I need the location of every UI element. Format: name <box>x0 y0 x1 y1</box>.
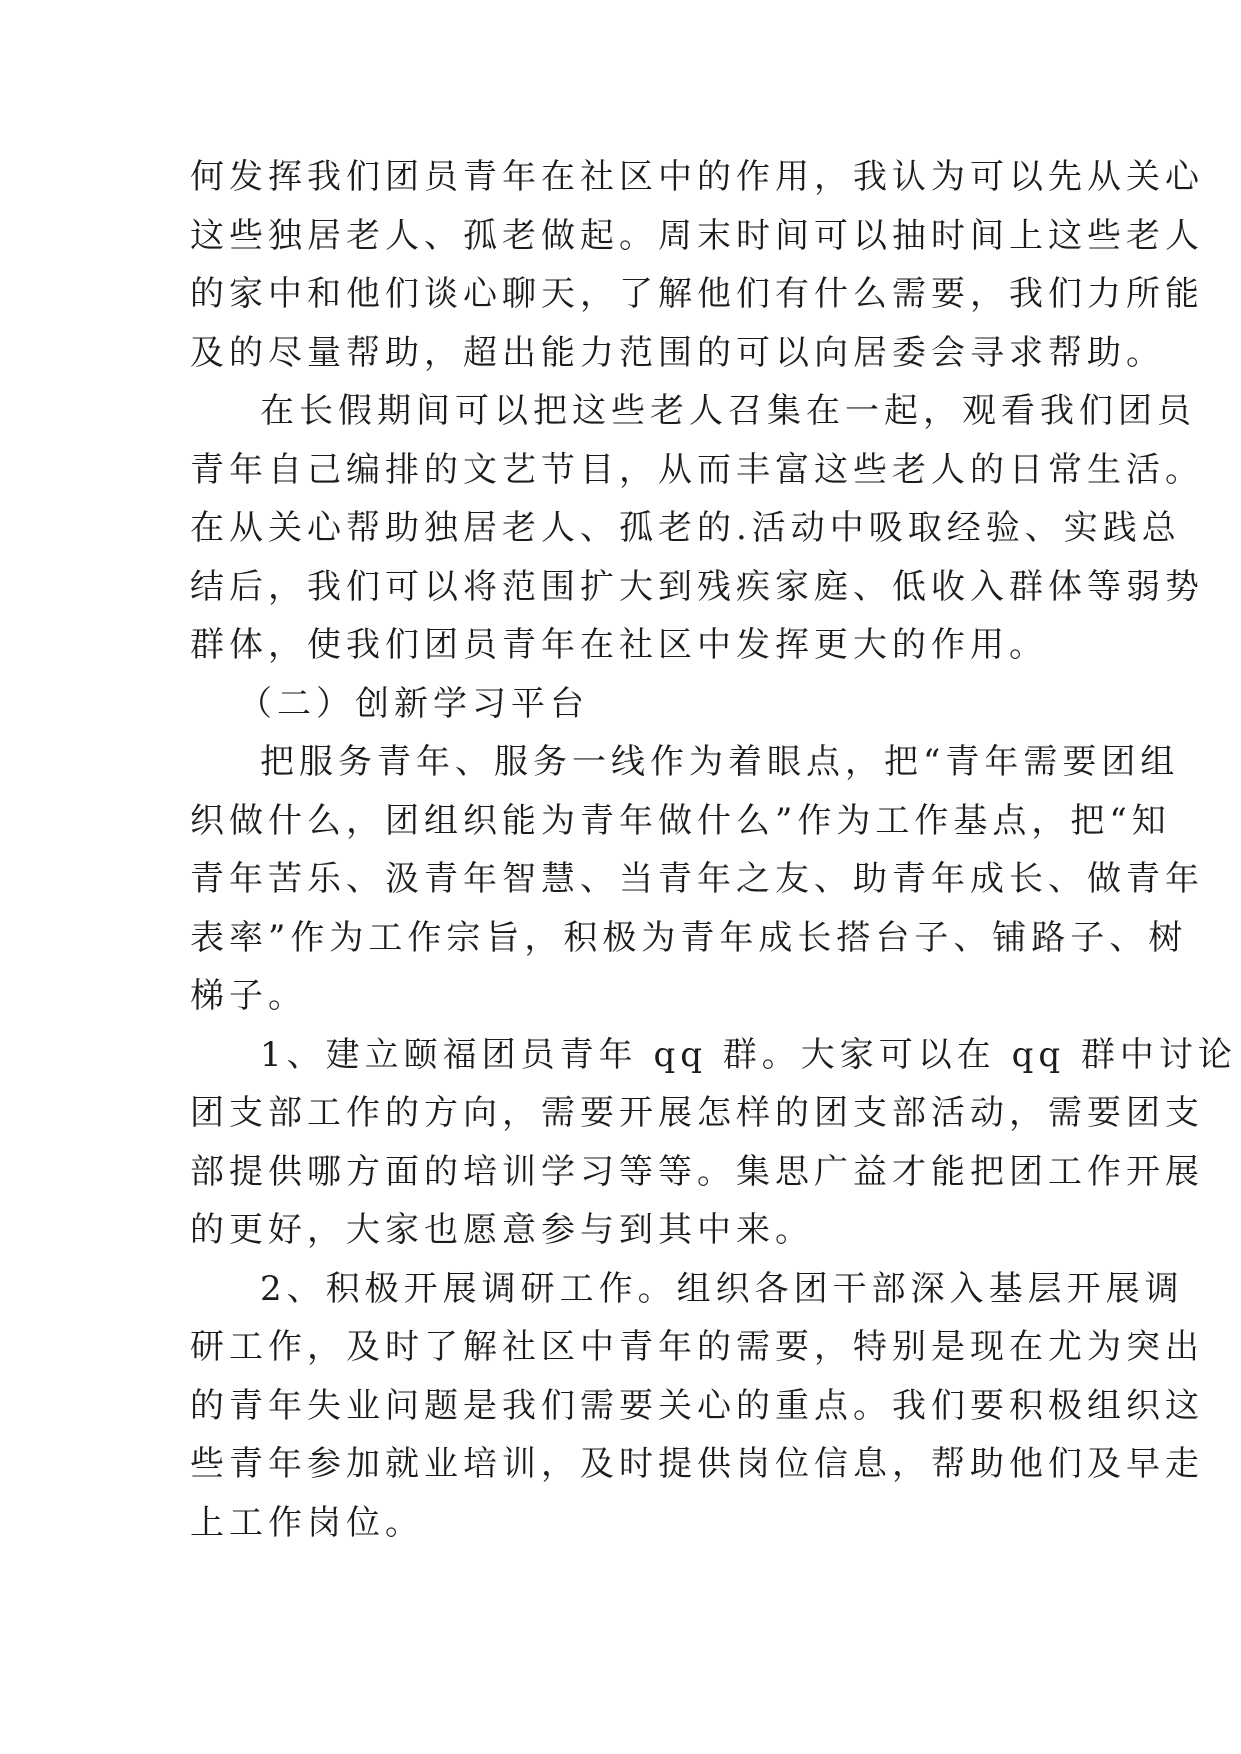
text-line: 青年苦乐、汲青年智慧、当青年之友、助青年成长、做青年 <box>190 859 1204 899</box>
text-line: 群体，使我们团员青年在社区中发挥更大的作用。 <box>190 625 1048 665</box>
text-line: 部提供哪方面的培训学习等等。集思广益才能把团工作开展 <box>190 1151 1204 1192</box>
text-line: 结后，我们可以将范围扩大到残疾家庭、低收入群体等弱势 <box>190 566 1204 607</box>
text-line: 上工作岗位。 <box>190 1502 424 1543</box>
paragraph-start-line: 2、积极开展调研工作。组织各团干部深入基层开展调 <box>260 1268 1184 1309</box>
text-line: 青年自己编排的文艺节目，从而丰富这些老人的日常生活。 <box>190 449 1204 490</box>
text-line: 表率”作为工作宗旨，积极为青年成长搭台子、铺路子、树 <box>190 917 1188 958</box>
text-line: 梯子。 <box>190 976 307 1016</box>
document-body <box>190 148 1237 1552</box>
text-line: 的青年失业问题是我们需要关心的重点。我们要积极组织这 <box>190 1385 1204 1426</box>
paragraph-start-line: 在长假期间可以把这些老人召集在一起，观看我们团员 <box>260 391 1196 431</box>
text-line: 的更好，大家也愿意参与到其中来。 <box>190 1210 814 1250</box>
text-line: 在从关心帮助独居老人、孤老的.活动中吸取经验、实践总 <box>190 508 1181 548</box>
text-line: 何发挥我们团员青年在社区中的作用，我认为可以先从关心 <box>190 157 1204 197</box>
text-line: 研工作，及时了解社区中青年的需要，特别是现在尤为突出 <box>190 1327 1204 1367</box>
text-line: 这些独居老人、孤老做起。周末时间可以抽时间上这些老人 <box>190 215 1204 256</box>
text-line: 团支部工作的方向，需要开展怎样的团支部活动，需要团支 <box>190 1093 1204 1133</box>
text-line: 及的尽量帮助，超出能力范围的可以向居委会寻求帮助。 <box>190 332 1165 373</box>
text-line: 织做什么，团组织能为青年做什么”作为工作基点，把“知 <box>190 800 1171 841</box>
paragraph-start-line: 把服务青年、服务一线作为着眼点，把“青年需要团组 <box>260 742 1180 782</box>
section-heading: （二）创新学习平台 <box>238 683 589 724</box>
text-line: 些青年参加就业培训，及时提供岗位信息，帮助他们及早走 <box>190 1444 1204 1484</box>
text-line: 的家中和他们谈心聊天，了解他们有什么需要，我们力所能 <box>190 274 1204 314</box>
paragraph-start-line: 1、建立颐福团员青年 qq 群。大家可以在 qq 群中讨论 <box>260 1034 1237 1075</box>
